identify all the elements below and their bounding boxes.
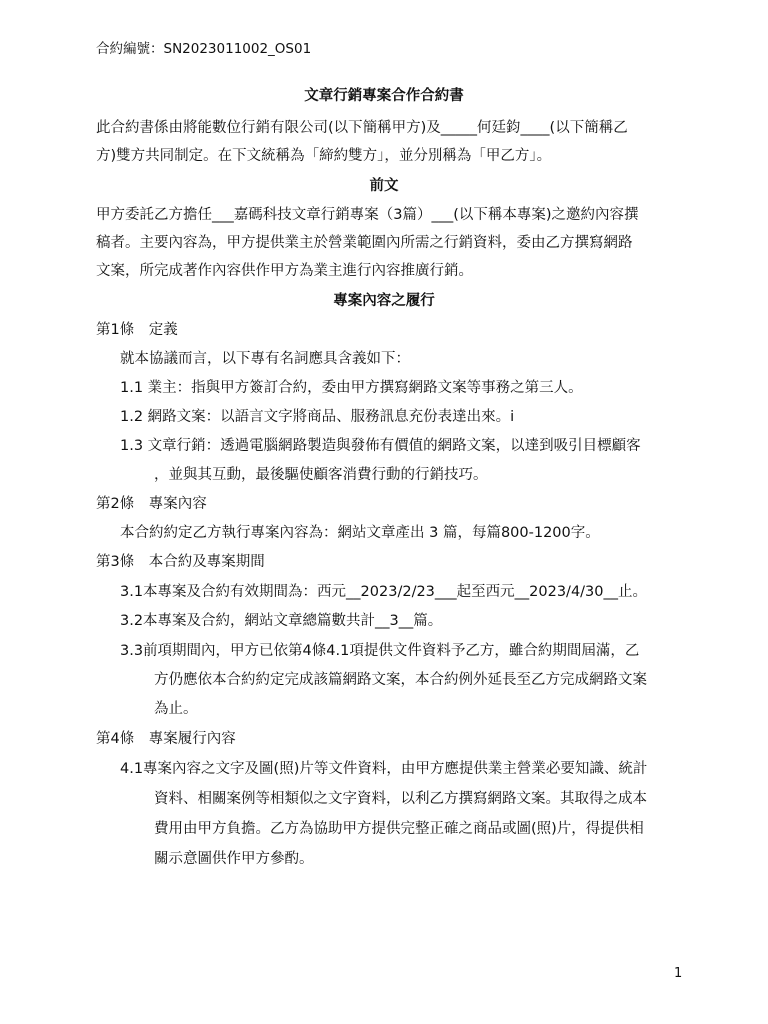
page-number: 1 [674, 966, 683, 981]
article-3-item-cont: 為止。 [154, 701, 198, 717]
article-4-heading: 第4條 專案履行內容 [96, 731, 236, 747]
article-4-item-cont: 關示意圖供作甲方參酌。 [154, 851, 314, 867]
article-1-item: 1.3 文章行銷：透過電腦網路製造與發佈有價值的網路文案，以達到吸引目標顧客 [120, 438, 641, 454]
article-3-item: 3.1本專案及合約有效期間為：西元__2023/2/23___起至西元__2023/4/30__止。 [120, 584, 648, 600]
article-1-item: 1.2 網路文案：以語言文字將商品、服務訊息充份表達出來。i [120, 409, 515, 425]
article-2-text: 本合約約定乙方執行專案內容為：網站文章產出 3 篇，每篇800-1200字。 [120, 525, 600, 541]
article-4-item: 4.1專案內容之文字及圖(照)片等文件資料，由甲方應提供業主營業必要知識、統計 [120, 761, 648, 777]
performance-heading: 專案內容之履行 [333, 293, 435, 309]
article-1-heading: 第1條 定義 [96, 322, 178, 338]
article-4-item-cont: 資料、相關案例等相類似之文字資料，以利乙方撰寫網路文案。其取得之成本 [154, 791, 647, 807]
article-1-item-cont: ，並與其互動，最後驅使顧客消費行動的行銷技巧。 [154, 467, 488, 483]
article-3-item: 3.2本專案及合約，網站文章總篇數共計__3__篇。 [120, 613, 443, 629]
article-2-heading: 第2條 專案內容 [96, 496, 207, 512]
intro-line: 方)雙方共同制定。在下文統稱為「締約雙方」，並分別稱為「甲乙方」。 [96, 148, 552, 164]
article-1-intro: 就本協議而言，以下專有名詞應具含義如下： [120, 351, 410, 367]
preface-line: 稿者。主要內容為，甲方提供業主於營業範圍內所需之行銷資料，委由乙方撰寫網路 [96, 235, 633, 251]
contract-number: 合約編號：SN2023011002_OS01 [96, 41, 312, 57]
preface-line: 甲方委託乙方擔任___嘉碼科技文章行銷專案（3篇）___(以下稱本專案)之邀約內容撰 [96, 207, 639, 223]
article-3-heading: 第3條 本合約及專案期間 [96, 554, 265, 570]
document-title: 文章行銷專案合作合約書 [304, 88, 464, 104]
article-3-item-cont: 方仍應依本合約約定完成該篇網路文案，本合約例外延長至乙方完成網路文案 [154, 672, 647, 688]
article-4-item-cont: 費用由甲方負擔。乙方為協助甲方提供完整正確之商品或圖(照)片，得提供相 [154, 821, 644, 837]
preface-heading: 前文 [369, 178, 399, 194]
article-1-item: 1.1 業主：指與甲方簽訂合約，委由甲方撰寫網路文案等事務之第三人。 [120, 380, 583, 396]
intro-line: 此合約書係由將能數位行銷有限公司(以下簡稱甲方)及_____何廷鈞____(以下簡稱乙 [96, 120, 628, 136]
preface-line: 文案，所完成著作內容供作甲方為業主進行內容推廣行銷。 [96, 263, 473, 279]
article-3-item: 3.3前項期間內，甲方已依第4條4.1項提供文件資料予乙方，雖合約期間屆滿，乙 [120, 643, 640, 659]
